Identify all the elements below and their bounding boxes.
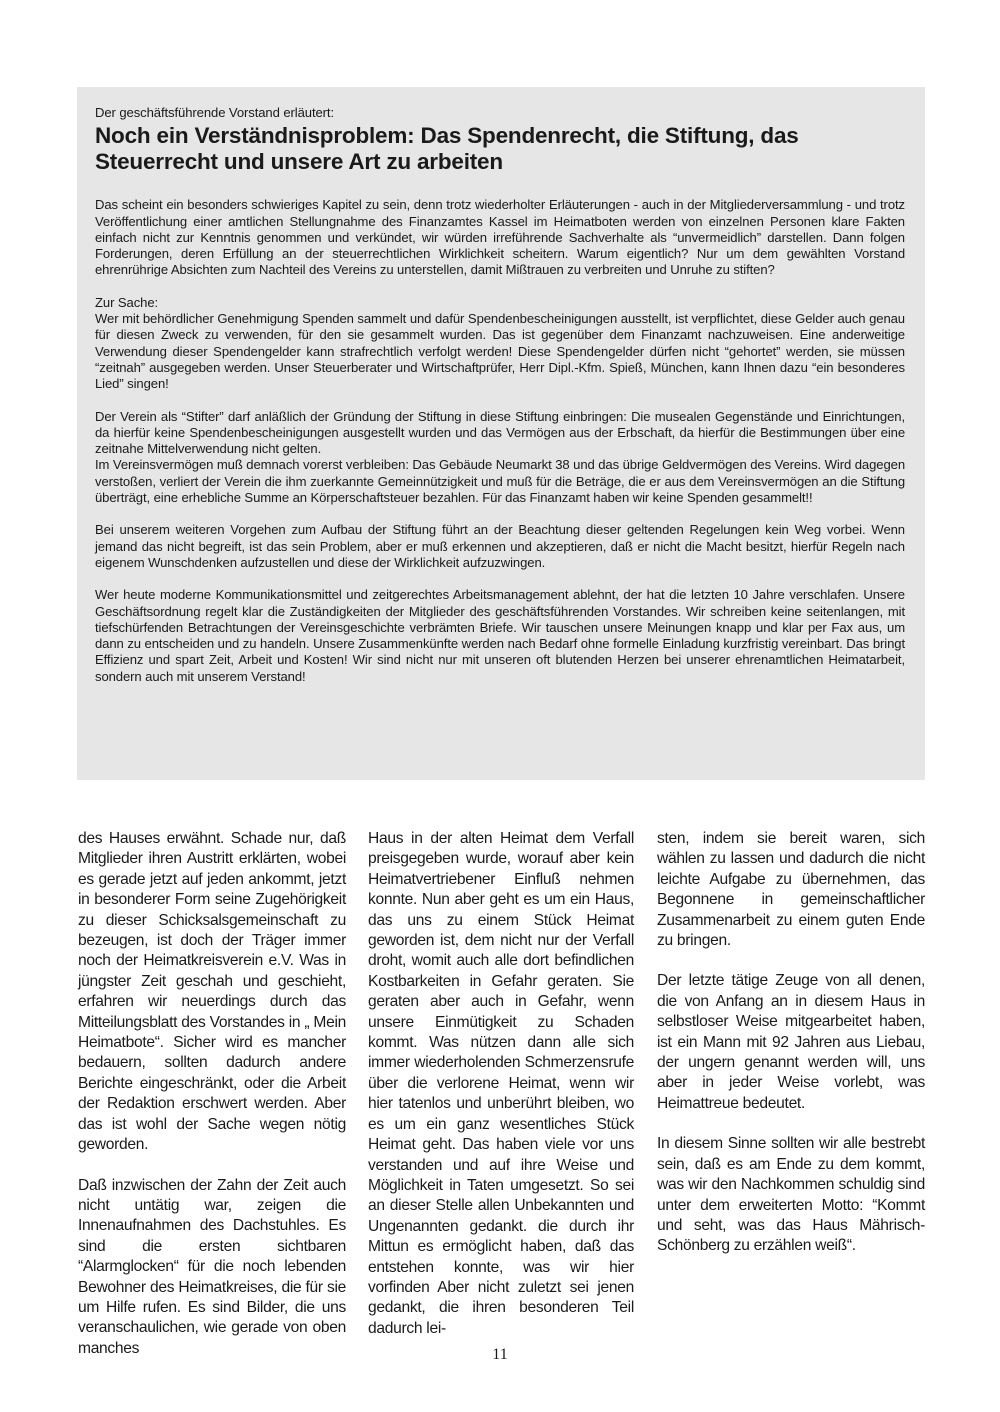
box-paragraph-spendenrecht: Wer mit behördlicher Genehmigung Spenden sammelt und dafür Spendenbescheinigungen ausstellt, ist verpflichtet, diese Gelder auch genau für diesen Zweck zu verwenden, für den sie gesammelt wurden. Das ist gegenüber dem Finanzamt nachzuweisen. Eine anderweitige Verwendung dieser Spendengelder kann strafrechtlich verfolgt werden! Diese Spendengelder dürfen nicht “gehortet” werden, sie müssen “zeitnah” ausgegeben werden. Unser Steuerberater und Wirtschaftprüfer, Herr Dipl.-Kfm. Spieß, München, kann Ihnen dazu “ein besonderes Lied” singen! xyxy=(95,311,905,392)
box-paragraph-kommunikation: Wer heute moderne Kommunikationsmittel und zeitgerechtes Arbeitsmanagement ablehnt, der hat die letzten 10 Jahre verschlafen. Unsere Geschäftsordnung regelt klar die Zuständigkeiten der Mitglieder des geschäftsführenden Vorstandes. Wir schreiben keine seitenlangen, mit tiefschürfenden Betrachtungen der Vereinsgeschichte verbrämten Briefe. Wir tauschen unsere Meinungen knapp und klar per Fax aus, um dann zu entscheiden und zu handeln. Unsere Zusammenkünfte werden nach Bedarf ohne formelle Einladung kurzfristig vereinbart. Das bringt Effizienz und spart Zeit, Arbeit und Kosten! Wir sind nicht nur mit unseren oft blutenden Herzen bei unserer ehrenamtlichen Heimatarbeit, sondern auch mit unserem Verstand! xyxy=(95,587,905,684)
box-paragraph-intro: Das scheint ein besonders schwieriges Kapitel zu sein, denn trotz wiederholter Erläuterungen - auch in der Mitgliederversammlung - und trotz Veröffentlichung einer amtlichen Stellungnahme des Finanzamtes Kassel im Heimatboten werden von einzelnen Personen klare Fakten einfach nicht zur Kenntnis genommen und verkündet, wir würden irreführende Sachverhalte als “unvermeidlich” darstellen. Dann folgen Forderungen, deren Erfüllung an der steuerrechtlichen Wirklichkeit scheitern. Warum eigentlich? Nur um dem gewählten Vorstand ehrenrührige Absichten zum Nachteil des Vereins zu unterstellen, damit Mißtrauen zu verbreiten und Unruhe zu stiften? xyxy=(95,197,905,278)
column-paragraph: Der letzte tätige Zeuge von all denen, die von Anfang an in diesem Haus in selbstloser Weise mitgearbeitet haben, ist ein Mann mit 92 Jahren aus Liebau, der ungern genannt werden will, uns aber in jeder Weise vorlebt, was Heimattreue bedeutet. xyxy=(657,972,925,1112)
box-paragraph-vereinsvermoegen: Im Vereinsvermögen muß demnach vorerst verbleiben: Das Gebäude Neumarkt 38 und das übrige Geldvermögen des Vereins. Wird dagegen verstoßen, verliert der Verein die ihm zuerkannte Gemeinnützigkeit und muß für die Beträge, die er aus dem Vereinsvermögen an die Stiftung überträgt, eine erhebliche Summe an Körperschaftsteuer bezahlen. Für das Finanzamt haben wir keine Spenden gesammelt!! xyxy=(95,457,905,506)
highlight-box xyxy=(77,87,925,780)
box-paragraph-stifter: Der Verein als “Stifter” darf anläßlich der Gründung der Stiftung in diese Stiftung einbringen: Die musealen Gegenstände und Einrichtungen, da hierfür keine Spendenbescheinigungen ausgestellt wurden und das Vermögen aus der Erbschaft, da hierfür die Bestimmungen über eine zeitnahe Mittelverwendung nicht gelten. xyxy=(95,408,905,457)
column-paragraph: des Hauses erwähnt. Schade nur, daß Mitglieder ihren Austritt erklärten, wobei es gerade jetzt auf jeden ankommt, jetzt in besonderer Form seine Zugehörigkeit zu dieser Schicksalsgemeinschaft zu bezeugen, ist doch der Träger immer noch der Heimatkreisverein e.V. Was in jüngster Zeit geschah und geschieht, erfahren wir neuerdings durch das Mitteilungsblatt des Vorstandes in „ Mein Heimatbote“. Sicher wird es mancher bedauern, sollten dadurch andere Berichte eingeschränkt, oder die Arbeit der Redaktion erschwert werden. Aber das ist wohl der Sache wegen nötig geworden. xyxy=(78,830,346,1154)
page-number: 11 xyxy=(492,1346,508,1363)
column-paragraph: Haus in der alten Heimat dem Verfall preisgegeben wurde, worauf aber kein Heimatvertriebener Einfluß nehmen konnte. Nun aber geht es um ein Haus, das uns zu einem Stück Heimat geworden ist, dem nicht nur der Verfall droht, womit auch alle dort befindlichen Kostbarkeiten in Gefahr geraten. Sie geraten aber auch in Gefahr, wenn unsere Einmütigkeit zu Schaden kommt. Was nützen dann alle sich immer wiederholenden Schmerzensrufe über die verlorene Heimat, wenn wir hier tatenlos und unberührt bleiben, wo es um ein ganz wesentliches Stück Heimat geht. Das haben viele vor uns verstanden und auf ihre Weise und Möglichkeit in Taten umgesetzt. So sei an dieser Stelle allen Unbekannten und Ungenannten gedankt. die durch ihr Mittun es ermöglicht haben, daß das entstehen konnte, was wir hier vorfinden Aber nicht zuletzt sei jenen gedankt, die ihren besonderen Teil dadurch lei- xyxy=(368,830,634,1337)
text-column-3 xyxy=(657,829,925,1257)
article-kicker: Der geschäftsführende Vorstand erläutert: xyxy=(95,105,335,120)
text-column-2 xyxy=(368,829,634,1339)
column-paragraph: Daß inzwischen der Zahn der Zeit auch nicht untätig war, zeigen die Innenaufnahmen des Dachstuhles. Es sind die ersten sichtbaren “Alarmglocken“ für die noch lebenden Bewohner des Heimatkreises, die für sie um Hilfe rufen. Es sind Bilder, die uns veranschaulichen, wie gerade von oben manches xyxy=(78,1176,346,1357)
column-paragraph: In diesem Sinne sollten wir alle bestrebt sein, daß es am Ende zu dem kommt, was wir den Nachkommen schuldig sind unter dem erweiterten Motto: “Kommt und seht, was das Haus Mährisch-Schönberg zu erzählen weiß“. xyxy=(657,1135,925,1255)
article-headline: Noch ein Verständnisproblem: Das Spendenrecht, die Stiftung, das Steuerrecht und unsere Art zu arbeiten xyxy=(95,123,799,175)
box-subheading-zur-sache: Zur Sache: xyxy=(95,294,159,310)
text-column-1 xyxy=(78,829,346,1359)
box-paragraph-vorgehen: Bei unserem weiteren Vorgehen zum Aufbau der Stiftung führt an der Beachtung dieser geltenden Regelungen kein Weg vorbei. Wenn jemand das nicht begreift, ist das sein Problem, aber er muß erkennen und akzeptieren, daß er nicht die Macht besitzt, hierfür Regeln nach eigenem Wunschdenken aufzustellen und diese der Wirklichkeit aufzuzwingen. xyxy=(95,522,905,570)
column-paragraph: sten, indem sie bereit waren, sich wählen zu lassen und dadurch die nicht leichte Aufgabe zu übernehmen, das Begonnene in gemeinschaftlicher Zusammenarbeit zu einem guten Ende zu bringen. xyxy=(657,830,925,950)
